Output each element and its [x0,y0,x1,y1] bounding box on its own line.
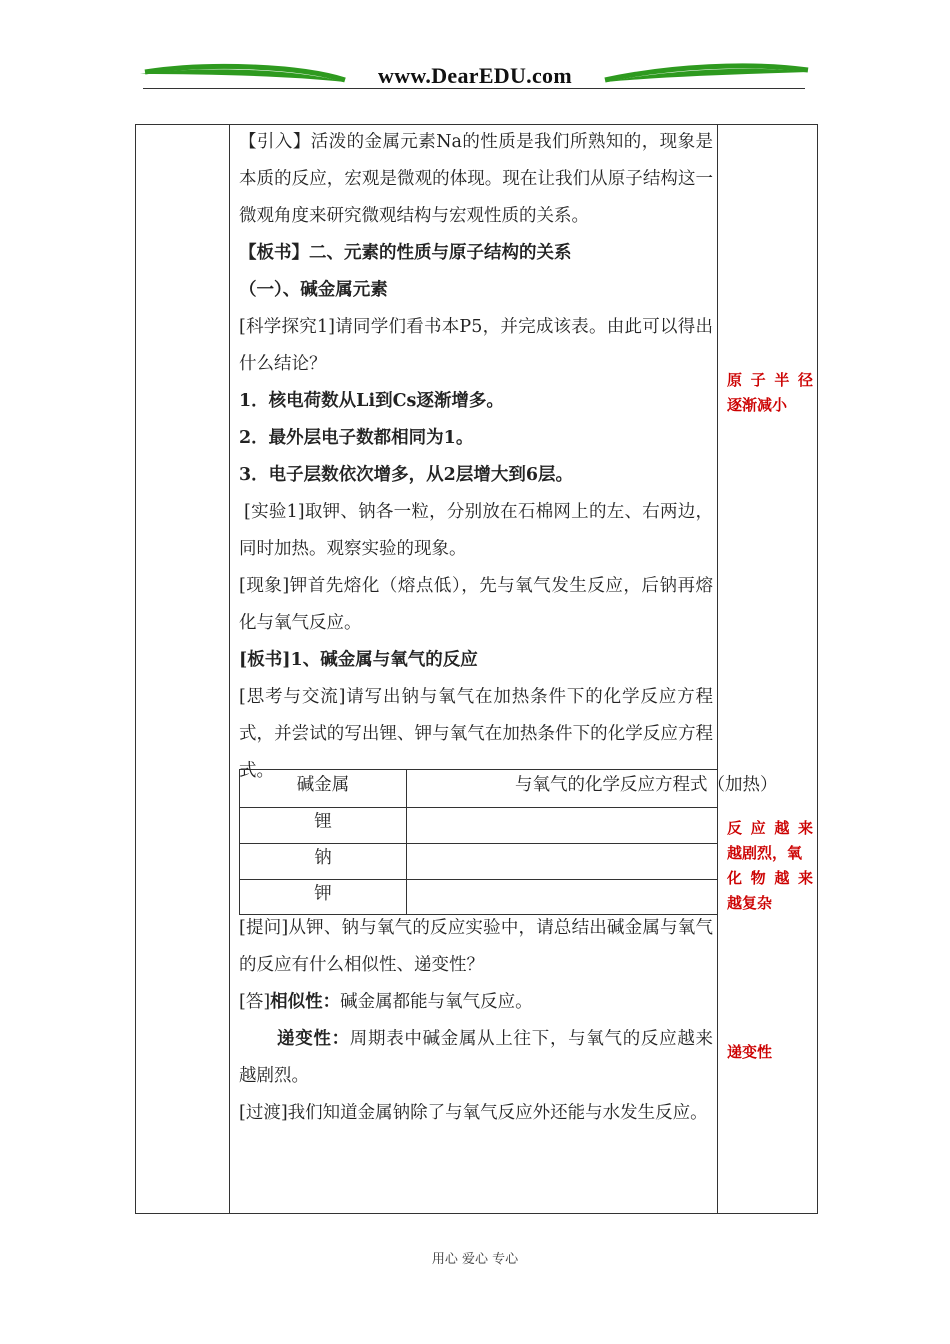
answer-paragraph [239,984,713,1021]
note-line: 逐渐减小 [727,396,788,414]
phenomenon-paragraph: [现象]钾首先熔化（熔点低），先与氧气发生反应，后钠再熔化与氧气反应。 [239,576,713,633]
conclusion-1: 1．核电荷数从Li到Cs逐渐增多。 [239,391,504,411]
page-footer: 用心 爱心 专心 [431,1252,519,1267]
column-divider-right [717,124,718,1214]
note-line: 越剧烈，氧 [727,844,803,862]
note-reaction-trend [727,816,813,916]
lesson-content [239,124,713,790]
table-header-metal: 碱金属 [296,775,350,795]
note-atomic-radius [727,368,813,418]
board-heading: 【板书】二、元素的性质与原子结构的关系 [239,243,572,263]
table-row-potassium: 钾 [314,884,332,904]
think-paragraph: [思考与交流]请写出钠与氧气在加热条件下的化学反应方程式，并尝试的写出锂、钾与氧气在加热条件下的化学反应方程式。 [239,687,713,781]
similarity-label: 相似性： [270,992,341,1012]
header-rule [143,88,805,89]
trend-label: 递变性： [277,1029,350,1049]
answer-prefix: [答] [239,992,271,1012]
section-heading: （一）、碱金属元素 [239,280,388,300]
table-row-lithium: 锂 [314,812,332,832]
brand-title[interactable]: www.DearEDU.com [378,63,572,88]
trend-text: 周期表中碱金属从上往下，与氧气的反应越来越剧烈。 [239,1029,714,1086]
note-line: 原子半径 [727,371,813,389]
note-line: 越复杂 [727,894,773,912]
table-row-sodium: 钠 [314,848,332,868]
lesson-content-after [239,910,713,1132]
column-divider-left [229,124,230,1214]
table-column-divider [406,770,407,914]
table-header-equation: 与氧气的化学反应方程式（加热） [515,775,778,795]
experiment-paragraph: [实验1]取钾、钠各一粒，分别放在石棉网上的左、右两边，同时加热。观察实验的现象。 [239,502,713,559]
trend-paragraph [239,1021,713,1095]
transition-paragraph: [过渡]我们知道金属钠除了与氧气反应外还能与水发生反应。 [239,1103,708,1123]
board-heading-2: [板书]1、碱金属与氧气的反应 [239,650,478,670]
intro-paragraph: 【引入】活泼的金属元素Na的性质是我们所熟知的，现象是本质的反应，宏观是微观的体现。现在让我们从原子结构这一微观角度来研究微观结构与宏观性质的关系。 [239,132,713,226]
similarity-text: 碱金属都能与氧气反应。 [340,992,533,1012]
question-paragraph: [提问]从钾、钠与氧气的反应实验中，请总结出碱金属与氧气的反应有什么相似性、递变性？ [239,918,713,975]
conclusion-3: 3．电子层数依次增多，从2层增大到6层。 [239,465,574,485]
note-line: 化物越来 [727,869,813,887]
explore-paragraph: [科学探究1]请同学们看书本P5，并完成该表。由此可以得出什么结论？ [239,317,713,374]
note-trend: 递变性 [727,1043,773,1061]
conclusion-2: 2．最外层电子数都相同为1。 [239,428,474,448]
note-line: 反应越来 [727,819,813,837]
